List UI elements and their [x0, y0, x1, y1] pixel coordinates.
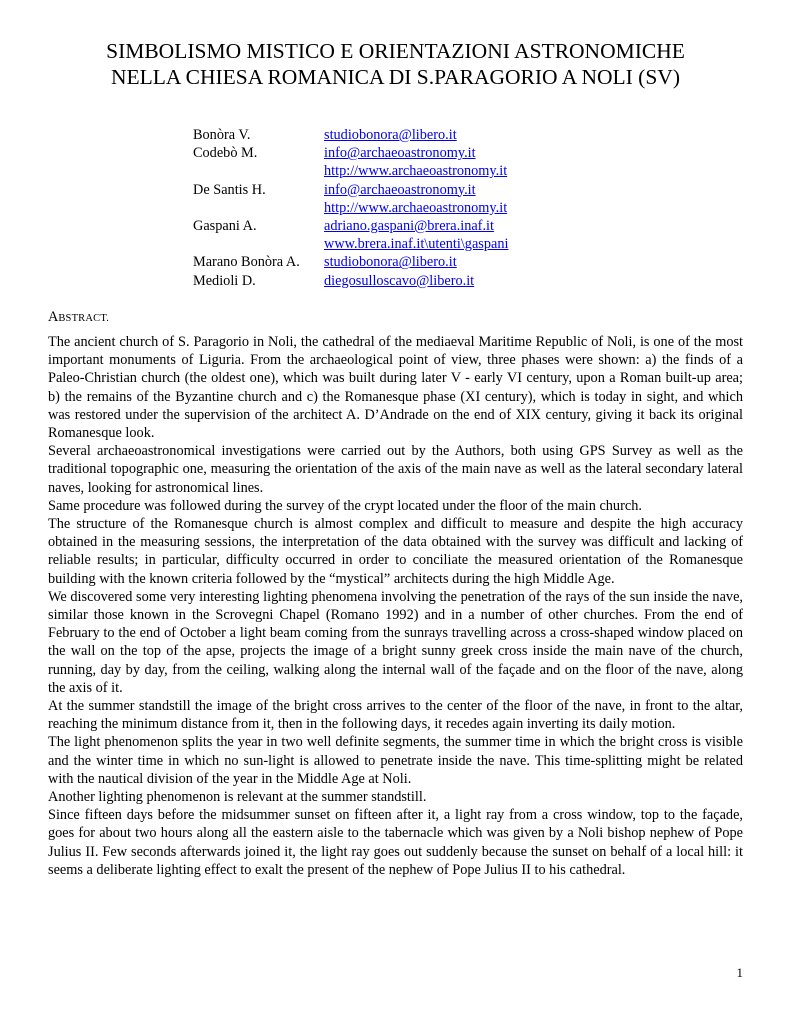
author-row [193, 181, 508, 217]
author-email-link[interactable]: studiobonora@libero.it [324, 254, 457, 271]
abstract-paragraph: We discovered some very interesting lighting phenomena involving the penetration of the rays of the sun inside the nave, similar those known in the Scrovegni Chapel (Romano 1992) and in a number of other churches. From the end of February to the end of October a light beam coming from the sunrays travelling across a cross-shaped window placed on the wall on the top of the apse, projects the image of a bright sunny greek cross inside the main nave of the church, running, day by day, from the ceiling, walking along the internal wall of the façade and on the floor of the nave, along the axis of it. [48, 588, 743, 696]
author-email-link[interactable]: diegosulloscavo@libero.it [324, 272, 475, 289]
page-number: 1 [736, 965, 743, 980]
abstract-paragraph: Same procedure was followed during the survey of the crypt located under the floor of the main church. [48, 497, 642, 514]
author-name: Bonòra V. [193, 127, 251, 143]
author-contacts [324, 126, 457, 144]
paper-title [48, 38, 743, 90]
author-contacts [324, 144, 507, 180]
author-contacts [324, 272, 474, 290]
author-contacts [324, 217, 508, 253]
author-row [193, 144, 508, 180]
author-website-link[interactable]: http://www.archaeoastronomy.it [324, 199, 508, 216]
abstract-paragraph: The structure of the Romanesque church is almost complex and difficult to measure and despite the high accuracy obtained in the measuring sessions, the interpretation of the data obtained with the survey was difficult and lacking of reliable results; in particular, difficulty occurred in order to conciliate the measured orientation of the Romanesque building with the known criteria followed by the “mystical” architects during the high Middle Age. [48, 516, 743, 587]
author-contacts [324, 253, 457, 271]
author-email-link[interactable]: studiobonora@libero.it [324, 127, 457, 143]
author-name: De Santis H. [193, 181, 266, 198]
author-row [193, 253, 508, 271]
abstract-heading-initial: A [48, 309, 59, 325]
author-name: Medioli D. [193, 272, 256, 289]
paper-title-line-1: SIMBOLISMO MISTICO E ORIENTAZIONI ASTRONOMICHE [106, 39, 685, 63]
author-name: Gaspani A. [193, 218, 257, 235]
abstract-body [48, 333, 743, 879]
author-row [193, 126, 508, 144]
abstract-paragraph: At the summer standstill the image of the bright cross arrives to the center of the floor of the nave, in front to the altar, reaching the minimum distance from it, then in the following days, it recedes again inverting its daily motion. [48, 698, 743, 733]
abstract-heading-rest: BSTRACT. [58, 313, 110, 324]
author-website-link[interactable]: www.brera.inaf.it\utenti\gaspani [324, 236, 509, 253]
abstract-paragraph: The ancient church of S. Paragorio in Noli, the cathedral of the mediaeval Maritime Republic of Noli, is one of the most important monuments of Liguria. From the archaeological point of view, three phases were shown: a) the finds of a Paleo-Christian church (the oldest one), which was built during later V - early VI century, upon a Roman built-up area; b) the remains of the Byzantine church and c) the Romanesque phase (XI century), which is today in sight, and which was restored under the supervision of the architect A. D’Andrade on the end of XIX century, giving it back its original Romanesque look. [48, 334, 743, 442]
paper-title-line-2: NELLA CHIESA ROMANICA DI S.PARAGORIO A NOLI (SV) [110, 65, 680, 89]
abstract-paragraph: Several archaeoastronomical investigations were carried out by the Authors, both using GPS Survey as well as the traditional topographic one, measuring the orientation of the axis of the main nave as well as the lateral secondary lateral naves, looking for astronomical lines. [48, 443, 743, 496]
author-name: Marano Bonòra A. [193, 254, 300, 271]
author-row [193, 217, 508, 253]
abstract-heading [48, 309, 109, 326]
author-list [193, 126, 508, 290]
author-email-link[interactable]: adriano.gaspani@brera.inaf.it [324, 218, 494, 235]
author-contacts [324, 181, 507, 217]
author-email-link[interactable]: info@archaeoastronomy.it [324, 145, 476, 162]
abstract-paragraph: Since fifteen days before the midsummer sunset on fifteen after it, a light ray from a cross window, top to the façade, goes for about two hours along all the eastern aisle to the tabernacle which was given by a Noli bishop nephew of Pope Julius II. Few seconds afterwards joined it, the light ray goes out suddenly because the sunset on behalf of a local hill: it seems a deliberate lighting effect to exalt the present of the nephew of Pope Julius II to his cathedral. [48, 807, 743, 878]
abstract-paragraph: The light phenomenon splits the year in two well definite segments, the summer time in which the bright cross is visible and the winter time in which no sun-light is allowed to penetrate inside the nave. This time-splitting might be related with the nautical division of the year in the Middle Age at Noli. [48, 734, 743, 787]
author-row [193, 272, 508, 290]
author-name: Codebò M. [193, 145, 258, 162]
author-email-link[interactable]: info@archaeoastronomy.it [324, 181, 476, 198]
author-website-link[interactable]: http://www.archaeoastronomy.it [324, 163, 508, 180]
abstract-paragraph: Another lighting phenomenon is relevant at the summer standstill. [48, 789, 427, 806]
